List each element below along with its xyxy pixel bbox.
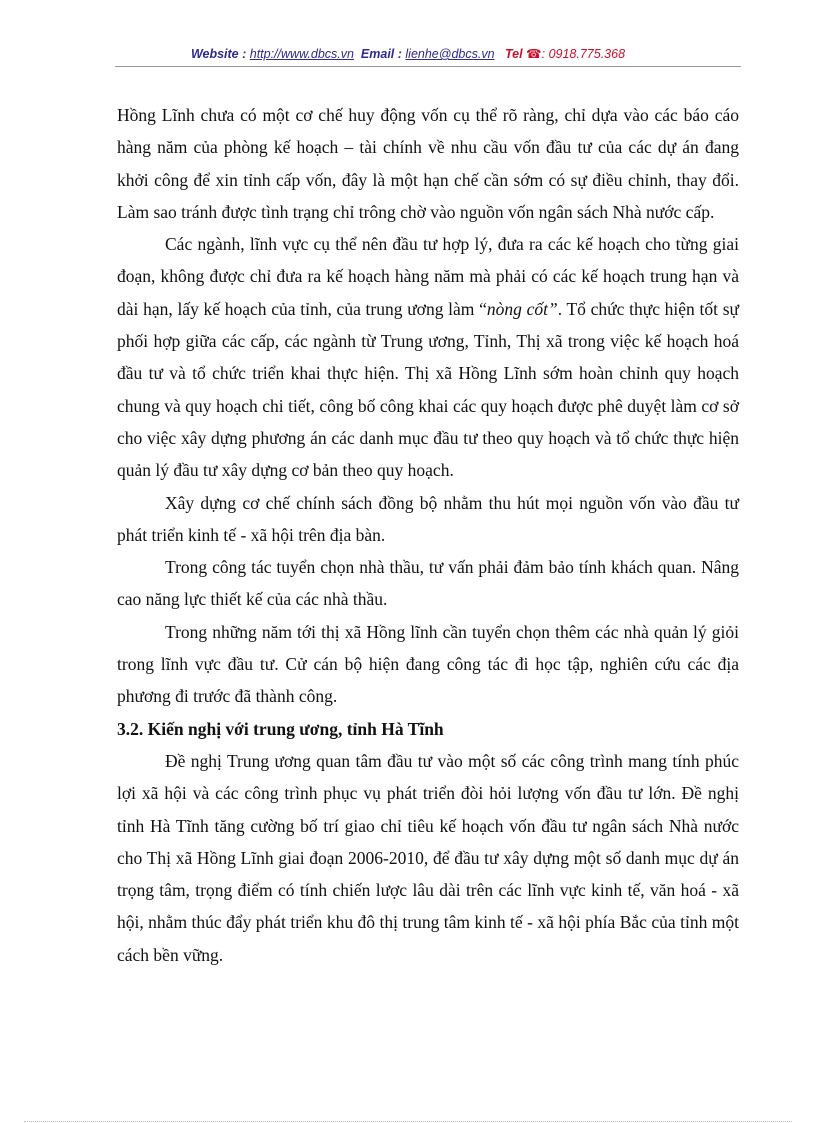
paragraph-6: Đề nghị Trung ương quan tâm đầu tư vào một số các công trình mang tính phúc lợi xã hội và các công trình phục vụ phát triển đòi hỏi lượng vốn đầu tư lớn. Đề nghị tỉnh Hà Tĩnh tăng cường bố trí giao chỉ tiêu kế hoạch vốn đầu tư ngân sách Nhà nước cho Thị xã Hồng Lĩnh giai đoạn 2006-2010, để đầu tư xây dựng một số danh mục dự án trọng tâm, trọng điểm có tính chiến lược lâu dài trên các lĩnh vực kinh tế, văn hoá - xã hội, nhằm thúc đẩy phát triển khu đô thị trung tâm kinh tế - xã hội phía Bắc của tỉnh một cách bền vững. <box>117 750 739 965</box>
document-body <box>117 99 739 971</box>
tel-label: Tel <box>504 47 523 61</box>
paragraph-2-part-b: . Tổ chức thực hiện tốt sự phối hợp giữa các cấp, các ngành từ Trung ương, Tỉnh, Thị xã trong việc kế hoạch hoá đầu tư và tổ chức triển khai thực hiện. Thị xã Hồng Lĩnh sớm hoàn chỉnh quy hoạch chung và quy hoạch chi tiết, công bố công khai các quy hoạch được phê duyệt làm cơ sở cho việc xây dựng phương án các danh mục đầu tư theo quy hoạch và tổ chức thực hiện quản lý đầu tư xây dựng cơ bản theo quy hoạch. <box>117 298 739 481</box>
paragraph-2 <box>117 228 739 486</box>
paragraph-2-part-a: Các ngành, lĩnh vực cụ thể nên đầu tư hợp lý, đưa ra các kế hoạch cho từng giai đoạn, không được chỉ đưa ra kế hoạch hàng năm mà phải có các kế hoạch trung hạn và dài hạn, lấy kế hoạch của tỉnh, của trung ương làm “ <box>117 234 739 319</box>
paragraph-1: Hồng Lĩnh chưa có một cơ chế huy động vốn cụ thể rõ ràng, chỉ dựa vào các báo cáo hàng năm của phòng kế hoạch – tài chính về nhu cầu vốn đầu tư của các dự án đang khởi công để xin tỉnh cấp vốn, đây là một hạn chế cần sớm có sự điều chỉnh, thay đổi. Làm sao tránh được tình trạng chỉ trông chờ vào nguồn vốn ngân sách Nhà nước cấp. <box>117 105 739 222</box>
website-link[interactable]: http://www.dbcs.vn <box>249 47 354 61</box>
phone-number: : 0918.775.368 <box>541 47 626 61</box>
header-divider <box>115 66 741 67</box>
email-separator: : <box>394 47 406 61</box>
website-label: Website <box>190 47 239 61</box>
website-separator: : <box>238 47 250 61</box>
email-link[interactable]: lienhe@dbcs.vn <box>405 47 495 61</box>
email-label: Email <box>360 47 395 61</box>
page-header <box>0 46 816 61</box>
paragraph-3: Xây dựng cơ chế chính sách đồng bộ nhằm thu hút mọi nguồn vốn vào đầu tư phát triển kinh tế - xã hội trên địa bàn. <box>117 492 739 545</box>
page-bottom-border <box>24 1121 792 1122</box>
phone-icon: ☎ <box>526 47 542 61</box>
paragraph-5: Trong những năm tới thị xã Hồng lĩnh cần tuyển chọn thêm các nhà quản lý giỏi trong lĩnh vực đầu tư. Cử cán bộ hiện đang công tác đi học tập, nghiên cứu các địa phương đi trước đã thành công. <box>117 621 739 707</box>
section-heading: 3.2. Kiến nghị với trung ương, tỉnh Hà Tĩnh <box>117 718 444 739</box>
paragraph-2-emphasis: nòng cốt” <box>486 298 558 319</box>
paragraph-4: Trong công tác tuyển chọn nhà thầu, tư vấn phải đảm bảo tính khách quan. Nâng cao năng lực thiết kế của các nhà thầu. <box>117 557 739 610</box>
